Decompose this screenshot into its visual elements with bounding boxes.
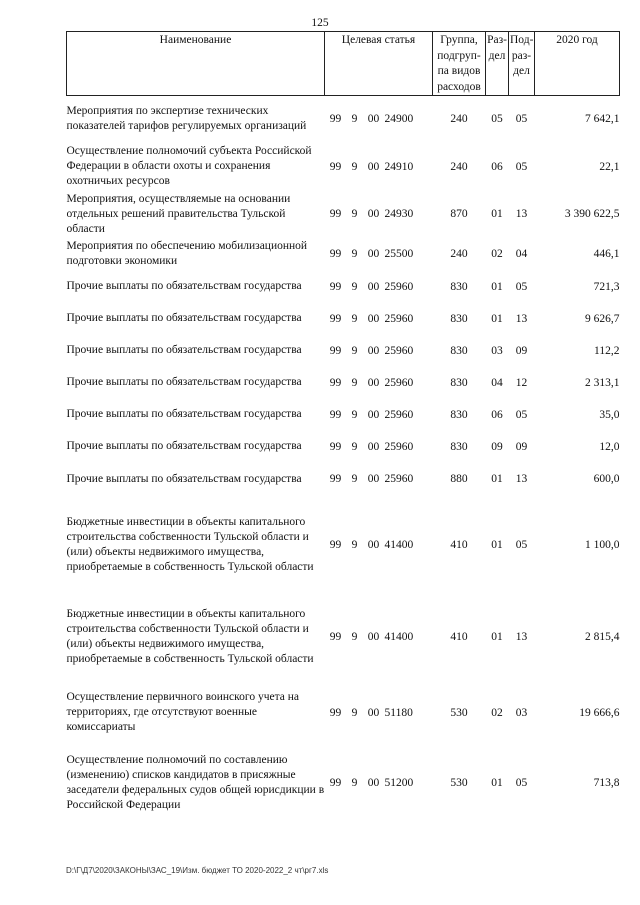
expense-group: 830 bbox=[450, 312, 468, 325]
subsection-code: 13 bbox=[515, 312, 528, 325]
expense-group: 410 bbox=[450, 631, 468, 643]
file-path-footer: D:\Г\Д7\2020\ЗАКОНЫ\ЗАС_19\Изм. бюджет ТО 2020-2022_2 чт\рг7.xls bbox=[66, 866, 329, 875]
target-code-direction: 41400 bbox=[384, 631, 414, 643]
target-code-program: 99 bbox=[329, 538, 342, 551]
table-row bbox=[67, 191, 620, 238]
subsection-code: 13 bbox=[515, 208, 528, 220]
section-code: 05 bbox=[491, 113, 503, 126]
target-code-main: 00 bbox=[367, 312, 380, 325]
target-code-subprogram: 9 bbox=[351, 160, 358, 173]
target-code-main: 00 bbox=[367, 440, 380, 453]
row-name: Прочие выплаты по обязательствам государства bbox=[66, 312, 302, 324]
amount-2020: 2 313,1 bbox=[585, 376, 620, 389]
target-code-main: 00 bbox=[367, 280, 380, 293]
target-code-subprogram: 9 bbox=[351, 113, 358, 126]
target-code-program: 99 bbox=[329, 376, 342, 389]
target-code-subprogram: 9 bbox=[351, 776, 358, 789]
expense-group: 240 bbox=[450, 248, 468, 260]
header-subsection: Под-раз-дел bbox=[509, 32, 535, 96]
target-code-direction: 25960 bbox=[384, 344, 414, 357]
section-code: 01 bbox=[491, 208, 503, 220]
subsection-code: 04 bbox=[515, 248, 528, 260]
amount-2020: 19 666,6 bbox=[579, 706, 620, 719]
target-code-main: 00 bbox=[367, 248, 380, 260]
target-code-subprogram: 9 bbox=[351, 440, 358, 453]
target-code-program: 99 bbox=[329, 280, 342, 293]
amount-2020: 22,1 bbox=[599, 160, 620, 173]
target-code-program: 99 bbox=[329, 776, 342, 789]
target-code-subprogram: 9 bbox=[351, 408, 358, 421]
subsection-code: 12 bbox=[515, 376, 528, 389]
amount-2020: 35,0 bbox=[599, 408, 620, 421]
section-code: 02 bbox=[491, 248, 503, 260]
amount-2020: 600,0 bbox=[593, 473, 620, 485]
table-row bbox=[67, 335, 620, 367]
expense-group: 240 bbox=[450, 113, 468, 126]
section-code: 03 bbox=[491, 344, 503, 357]
amount-2020: 713,8 bbox=[593, 776, 620, 789]
amount-2020: 112,2 bbox=[594, 344, 620, 357]
table-row bbox=[67, 681, 620, 745]
row-name: Мероприятия по экспертизе технических показателей тарифов регулируемых организаций bbox=[66, 105, 307, 133]
target-code-direction: 51200 bbox=[384, 776, 414, 789]
target-code-main: 00 bbox=[367, 776, 380, 789]
target-code-program: 99 bbox=[329, 160, 342, 173]
row-name: Прочие выплаты по обязательствам государства bbox=[66, 344, 302, 356]
target-code-direction: 25960 bbox=[384, 280, 414, 293]
table-row bbox=[67, 496, 620, 594]
subsection-code: 05 bbox=[515, 408, 528, 421]
target-code-direction: 25960 bbox=[384, 376, 414, 389]
table-header-row bbox=[67, 32, 620, 96]
amount-2020: 2 815,4 bbox=[585, 631, 620, 643]
subsection-code: 05 bbox=[515, 280, 528, 293]
target-code-program: 99 bbox=[329, 706, 342, 719]
header-name: Наименование bbox=[67, 32, 325, 96]
target-code-subprogram: 9 bbox=[351, 631, 358, 643]
header-section: Раз-дел bbox=[486, 32, 509, 96]
header-year: 2020 год bbox=[535, 32, 620, 96]
target-code-program: 99 bbox=[329, 408, 342, 421]
row-name: Прочие выплаты по обязательствам государства bbox=[66, 376, 302, 388]
expense-group: 830 bbox=[450, 408, 468, 421]
table-row bbox=[67, 463, 620, 496]
subsection-code: 05 bbox=[515, 160, 528, 173]
amount-2020: 3 390 622,5 bbox=[564, 208, 620, 220]
expense-group: 880 bbox=[450, 473, 468, 485]
section-code: 01 bbox=[491, 312, 503, 325]
target-code-direction: 25960 bbox=[384, 312, 414, 325]
row-name: Прочие выплаты по обязательствам государства bbox=[66, 408, 302, 420]
amount-2020: 7 642,1 bbox=[585, 113, 620, 126]
row-name: Осуществление полномочий по составлению (изменению) списков кандидатов в присяжные заседатели федеральных судов общей юрисдикции в Российской Федерации bbox=[66, 753, 325, 811]
expense-group: 410 bbox=[450, 538, 468, 551]
subsection-code: 09 bbox=[515, 440, 528, 453]
target-code-main: 00 bbox=[367, 706, 380, 719]
row-name: Бюджетные инвестиции в объекты капитального строительства собственности Тульской области и (или) объекты недвижимого имущества, приобретаемые в собственность Тульской области bbox=[66, 608, 314, 665]
section-code: 01 bbox=[491, 776, 503, 789]
subsection-code: 03 bbox=[515, 706, 528, 719]
target-code-program: 99 bbox=[329, 312, 342, 325]
table-row bbox=[67, 399, 620, 431]
row-name: Мероприятия по обеспечению мобилизационной подготовки экономики bbox=[66, 240, 308, 267]
table-row bbox=[67, 303, 620, 335]
expense-group: 240 bbox=[450, 160, 468, 173]
target-code-main: 00 bbox=[367, 113, 380, 126]
table-row bbox=[67, 96, 620, 143]
table-row bbox=[67, 367, 620, 399]
target-code-subprogram: 9 bbox=[351, 706, 358, 719]
target-code-direction: 24900 bbox=[384, 113, 414, 126]
expense-group: 830 bbox=[450, 376, 468, 389]
table-body bbox=[67, 96, 620, 821]
target-code-program: 99 bbox=[329, 631, 342, 643]
header-group: Группа, подгруп-па видов расходов bbox=[433, 32, 486, 96]
section-code: 01 bbox=[491, 538, 503, 551]
target-code-direction: 41400 bbox=[384, 538, 414, 551]
row-name: Мероприятия, осуществляемые на основании отдельных решений правительства Тульской области bbox=[66, 192, 291, 235]
target-code-program: 99 bbox=[329, 248, 342, 260]
target-code-main: 00 bbox=[367, 208, 380, 220]
row-name: Осуществление полномочий субъекта Российской Федерации в области охоты и сохранения охотничьих ресурсов bbox=[66, 145, 312, 187]
table-row bbox=[67, 143, 620, 191]
table-row bbox=[67, 271, 620, 303]
row-name: Прочие выплаты по обязательствам государства bbox=[66, 280, 302, 292]
target-code-subprogram: 9 bbox=[351, 538, 358, 551]
section-code: 09 bbox=[491, 440, 503, 453]
section-code: 04 bbox=[491, 376, 503, 389]
target-code-main: 00 bbox=[367, 538, 380, 551]
expense-group: 830 bbox=[450, 344, 468, 357]
target-code-subprogram: 9 bbox=[351, 280, 358, 293]
section-code: 01 bbox=[491, 473, 503, 485]
expense-group: 870 bbox=[450, 208, 468, 220]
table-row bbox=[67, 594, 620, 681]
page-number: 125 bbox=[311, 17, 329, 29]
target-code-direction: 25960 bbox=[384, 408, 414, 421]
expense-group: 830 bbox=[450, 440, 468, 453]
subsection-code: 05 bbox=[515, 538, 528, 551]
amount-2020: 12,0 bbox=[599, 440, 620, 453]
expense-group: 530 bbox=[450, 706, 468, 719]
target-code-direction: 24930 bbox=[384, 208, 414, 220]
target-code-direction: 25960 bbox=[384, 440, 414, 453]
target-code-subprogram: 9 bbox=[351, 312, 358, 325]
table-row bbox=[67, 238, 620, 271]
section-code: 01 bbox=[491, 280, 503, 293]
target-code-main: 00 bbox=[367, 344, 380, 357]
subsection-code: 09 bbox=[515, 344, 528, 357]
expense-group: 830 bbox=[450, 280, 468, 293]
target-code-program: 99 bbox=[329, 113, 342, 126]
row-name: Осуществление первичного воинского учета на территориях, где отсутствуют военные комиссариаты bbox=[66, 691, 299, 733]
subsection-code: 05 bbox=[515, 776, 528, 789]
row-name: Прочие выплаты по обязательствам государства bbox=[66, 472, 302, 485]
target-code-program: 99 bbox=[329, 440, 342, 453]
header-target-article: Целевая статья bbox=[325, 32, 433, 96]
row-name: Прочие выплаты по обязательствам государства bbox=[66, 440, 302, 452]
target-code-program: 99 bbox=[329, 344, 342, 357]
section-code: 01 bbox=[491, 631, 503, 643]
target-code-main: 00 bbox=[367, 160, 380, 173]
section-code: 06 bbox=[491, 408, 503, 421]
table-row bbox=[67, 431, 620, 463]
target-code-subprogram: 9 bbox=[351, 344, 358, 357]
target-code-subprogram: 9 bbox=[351, 208, 358, 220]
subsection-code: 05 bbox=[515, 113, 528, 126]
target-code-main: 00 bbox=[367, 631, 380, 643]
target-code-main: 00 bbox=[367, 473, 380, 485]
subsection-code: 13 bbox=[515, 473, 528, 485]
amount-2020: 721,3 bbox=[593, 280, 620, 293]
target-code-program: 99 bbox=[329, 208, 342, 220]
target-code-main: 00 bbox=[367, 408, 380, 421]
section-code: 02 bbox=[491, 706, 503, 719]
target-code-direction: 25960 bbox=[384, 473, 414, 485]
expense-group: 530 bbox=[450, 776, 468, 789]
target-code-direction: 51180 bbox=[384, 706, 413, 719]
amount-2020: 9 626,7 bbox=[585, 312, 620, 325]
target-code-program: 99 bbox=[329, 473, 342, 485]
section-code: 06 bbox=[491, 160, 503, 173]
budget-table bbox=[66, 31, 620, 821]
target-code-direction: 24910 bbox=[384, 160, 414, 173]
target-code-subprogram: 9 bbox=[351, 473, 358, 485]
subsection-code: 13 bbox=[515, 631, 528, 643]
target-code-direction: 25500 bbox=[384, 248, 414, 260]
row-name: Бюджетные инвестиции в объекты капитального строительства собственности Тульской области и (или) объекты недвижимого имущества, приобретаемые в собственность Тульской области bbox=[66, 515, 314, 573]
table-row bbox=[67, 745, 620, 821]
amount-2020: 1 100,0 bbox=[585, 538, 620, 551]
target-code-subprogram: 9 bbox=[351, 376, 358, 389]
amount-2020: 446,1 bbox=[593, 248, 620, 260]
target-code-subprogram: 9 bbox=[351, 248, 358, 260]
target-code-main: 00 bbox=[367, 376, 380, 389]
